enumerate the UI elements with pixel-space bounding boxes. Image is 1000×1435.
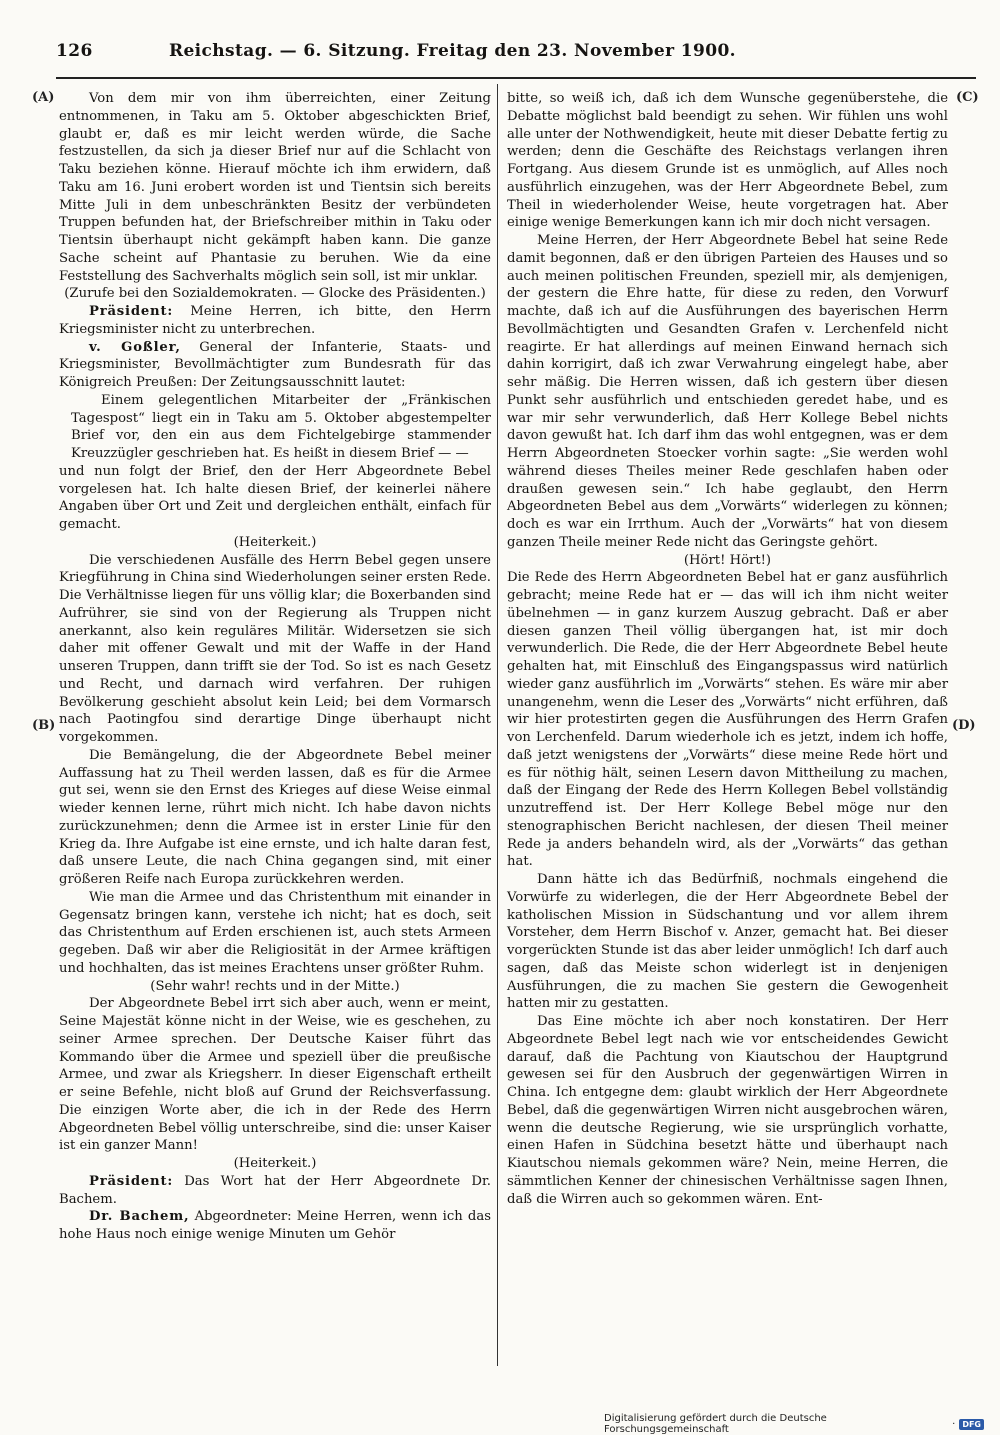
- margin-marker-c: (C): [956, 90, 979, 105]
- page-title: Reichstag. — 6. Sitzung. Freitag den 23. November 1900.: [168, 41, 736, 61]
- right-column: [507, 90, 948, 1208]
- paragraph: Die verschiedenen Ausfälle des Herrn Bebel gegen unsere Kriegführung in China sind Wiederholungen seiner ersten Rede. Die Verhältnisse liegen für uns völlig klar; die Boxerbanden sind Aufrührer, sie sind von der Regierung als Truppen nicht anerkannt, also kein reguläres Militär. Widersetzen sie sich daher mit offener Gewalt und mit der Waffe in der Hand unseren Truppen, dann trifft sie der Tod. So ist es nach Gesetz und Recht, und darnach wird verfahren. Der ruhigen Bevölkerung geschieht absolut kein Leid; bei dem Vormarsch nach Paotingfou sind derartige Dinge überhaupt nicht vorgekommen.: [59, 552, 491, 745]
- paragraph: und nun folgt der Brief, den der Herr Abgeordnete Bebel vorgelesen hat. Ich halte diesen Brief, der keinerlei nähere Angaben über Ort und Zeit und dergleichen enthält, einfach für gemacht.: [59, 463, 491, 532]
- speaker-name: Präsident:: [89, 1173, 174, 1189]
- paragraph: Dann hätte ich das Bedürfniß, nochmals eingehend die Vorwürfe zu widerlegen, die der Herr Abgeordnete Bebel der katholischen Mission in Südschantung und vor allem ihrem Vorsteher, dem Herrn Bischof v. Anzer, gemacht hat. Bei dieser vorgerückten Stunde ist das aber leider unmöglich! Ich darf auch sagen, daß das Meiste schon widerlegt ist in denjenigen Ausführungen, die zu machen Sie gestern die Gewogenheit hatten mir zu gestatten.: [507, 872, 948, 1012]
- speech-text: Abgeordneter: Meine Herren, wenn ich das hohe Haus noch einige wenige Minuten um Gehör: [59, 1209, 491, 1242]
- speaker-name: Präsident:: [89, 304, 174, 319]
- margin-marker-b: (B): [32, 718, 56, 733]
- speaker-name: Dr. Bachem,: [89, 1209, 190, 1225]
- footer-text: Digitalisierung gefördert durch die Deutsche Forschungsgemeinschaft: [604, 1413, 827, 1435]
- paragraph: Die Bemängelung, die der Abgeordnete Bebel meiner Auffassung hat zu Theil werden lassen, daß es für die Armee gut sei, wenn sie den Ernst des Krieges auf diese Weise einmal wieder kennen lerne, rührt mich nicht. Ich habe davon nichts zurückzunehmen; denn die Armee ist in erster Linie für den Krieg da. Ihre Aufgabe ist eine ernste, und ich halte daran fest, daß unsere Leute, die nach China gegangen sind, mit einer größeren Reife nach Europa zurückkehren werden.: [59, 747, 491, 887]
- paragraph: [59, 1173, 491, 1209]
- speech-text: Das Wort hat der Herr Abgeordnete Dr. Bachem.: [59, 1173, 491, 1207]
- stage-direction: (Sehr wahr! rechts und in der Mitte.): [150, 978, 400, 994]
- margin-marker-a: (A): [32, 90, 55, 105]
- paragraph: [59, 339, 491, 392]
- paragraph: bitte, so weiß ich, daß ich dem Wunsche gegenüberstehe, die Debatte möglichst bald beendigt zu sehen. Wir fühlen uns wohl alle unter der Nothwendigkeit, heute mit dieser Debatte fertig zu werden; denn die Geschäfte des Reichstags verlangen ihren Fortgang. Aus diesem Grunde ist es unmöglich, auf Alles noch ausführlich einzugehen, was der Herr Abgeordnete Bebel, zum Theil in wiederholender Weise, heute vorgetragen hat. Aber einige wenige Bemerkungen kann ich mir doch nicht versagen.: [507, 91, 948, 231]
- page-number: 126: [56, 41, 93, 61]
- stage-direction: (Zurufe bei den Sozialdemokraten. — Glocke des Präsidenten.): [64, 286, 486, 302]
- paragraph: Die Rede des Herrn Abgeordneten Bebel hat er ganz ausführlich gebracht; meine Rede hat er — das will ich ihm nicht weiter übelnehmen — in ganz kurzem Auszug gebracht. Daß er aber diesen ganzen Theil völlig übergangen hat, ist mir doch verwunderlich. Die Rede, die der Herr Abgeordnete Bebel heute gehalten hat, mit Einschluß des Eingangspassus wird natürlich wieder ganz ausführlich im „Vorwärts“ stehen. Es wäre mir aber unangenehm, wenn die Leser des „Vorwärts“ nicht erführen, daß wir hier protestirten gegen die Ausführungen des Herrn Grafen von Lerchenfeld. Darum wiederhole ich es jetzt, indem ich hoffe, daß jetzt wenigstens der „Vorwärts“ diese meine Rede hört und es für nöthig hält, seinen Lesern davon Mittheilung zu machen, daß der Eingang der Rede des Herrn Kollegen Bebel vollständig unzutreffend ist. Der Herr Kollege Bebel möge nur den stenographischen Bericht nachlesen, der diesen Theil meiner Rede ja anders behandeln wird, als der „Vorwärts“ das gethan hat.: [507, 570, 948, 870]
- speaker-name: v. Goßler,: [89, 339, 181, 355]
- paragraph: Der Abgeordnete Bebel irrt sich aber auch, wenn er meint, Seine Majestät könne nicht in der Weise, wie es geschehen, zu seiner Armee sprechen. Der Deutsche Kaiser führt das Kommando über die Armee und speziell über die preußische Armee, und zwar als Kriegsherr. In dieser Eigenschaft ertheilt er seine Befehle, nicht bloß auf Grund der Reichsverfassung. Die einzigen Worte aber, die ich in der Rede des Herrn Abgeordneten Bebel völlig unterschreibe, sind die: unser Kaiser ist ein ganzer Mann!: [59, 996, 491, 1154]
- footer-credit: [604, 1413, 984, 1435]
- dfg-logo: DFG: [959, 1419, 984, 1430]
- quoted-text: Einem gelegentlichen Mitarbeiter der „Fränkischen Tagespost“ liegt ein in Taku am 5. Oktober abgestempelter Brief vor, den ein aus dem Fichtelgebirge stammender Kreuzzügler geschrieben hat. Es heißt in diesem Brief — —: [71, 392, 491, 461]
- column-divider: [497, 84, 498, 1366]
- paragraph: [59, 303, 491, 339]
- speech-text: General der Infanterie, Staats- und Kriegsminister, Bevollmächtigter zum Bundesrath für das Königreich Preußen: Der Zeitungsausschnitt lautet:: [59, 339, 491, 390]
- running-header: [56, 41, 736, 69]
- paragraph: Wie man die Armee und das Christenthum mit einander in Gegensatz bringen kann, verstehe ich nicht; hat es doch, seit das Christenthum auf Erden erschienen ist, auch stets Armeen gegeben. Daß wir aber die Religiosität in der Armee kräftigen und hochhalten, das ist meines Erachtens unser größter Ruhm.: [59, 889, 491, 976]
- paragraph: Meine Herren, der Herr Abgeordnete Bebel hat seine Rede damit begonnen, daß er den übrigen Parteien des Hauses und so auch meinen politischen Freunden, speziell mir, als demjenigen, der gestern die Ehre hatte, für diese zu reden, den Vorwurf machte, daß ich auf die Ausführungen des bayerischen Herrn Bevollmächtigten und Gesandten Grafen v. Lerchenfeld nicht reagirte. Er hat allerdings auf meinen Einwand hernach sich dahin korrigirt, daß ich zwar Verwahrung eingelegt habe, aber sehr mäßig. Die Herren wissen, daß ich gestern über diesen Punkt sehr ausführlich und entschieden geredet habe, und es war mir sehr verwunderlich, daß Herr Kollege Bebel nichts davon gewußt hat. Ich darf ihm das wohl entgegnen, was er dem Herrn Abgeordneten Stoecker vorhin sagte: „Sie werden wohl während dieses Theiles meiner Rede geschlafen haben oder draußen gewesen sein.“ Ich habe geglaubt, den Herrn Abgeordneten Bebel aus dem „Vorwärts“ widerlegen zu können; doch es war ein Irrthum. Auch der „Vorwärts“ hat von diesem ganzen Theile meiner Rede nicht das Geringste gehört.: [507, 233, 948, 550]
- left-column: [59, 90, 491, 1244]
- header-rule: [56, 77, 976, 79]
- stage-direction: (Heiterkeit.): [233, 534, 317, 550]
- speech-text: Meine Herren, ich bitte, den Herrn Kriegsminister nicht zu unterbrechen.: [59, 304, 491, 337]
- stage-direction: (Heiterkeit.): [233, 1156, 317, 1171]
- margin-marker-d: (D): [952, 718, 976, 733]
- paragraph: [59, 1208, 491, 1244]
- paragraph: Von dem mir von ihm überreichten, einer Zeitung entnommenen, in Taku am 5. Oktober abgeschickten Brief, glaubt er, daß es mir leicht werden würde, die Sache festzustellen, da sich ja dieser Brief nur auf die Schlacht von Taku beziehen könne. Hierauf möchte ich ihm erwidern, daß Taku am 16. Juni erobert worden ist und Tientsin sich bereits Mitte Juli in dem unbeschränkten Besitz der verbündeten Truppen befunden hat, der Briefschreiber mithin in Taku oder Tientsin überhaupt nicht gekämpft haben kann. Die ganze Sache scheint auf Phantasie zu beruhen. Wie da eine Feststellung des Sachverhalts möglich sein soll, ist mir unklar.: [59, 91, 491, 284]
- footer-separator: ·: [952, 1418, 956, 1430]
- stage-direction: (Hört! Hört!): [683, 552, 772, 568]
- paragraph: Das Eine möchte ich aber noch konstatiren. Der Herr Abgeordnete Bebel legt nach wie vor entscheidendes Gewicht darauf, daß die Pachtung von Kiautschou der Hauptgrund gewesen sei für den Ausbruch der gegenwärtigen Wirren in China. Ich entgegne dem: glaubt wirklich der Herr Abgeordnete Bebel, daß die gegenwärtigen Wirren nicht ausgebrochen wären, wenn die deutsche Regierung, wie sie ursprünglich vorhatte, einen Hafen in Südchina besetzt hätte und überhaupt nach Kiautschou niemals gekommen wäre? Nein, meine Herren, die sämmtlichen Kenner der chinesischen Verhältnisse sagen Ihnen, daß die Wirren auch so gekommen wären. Ent-: [507, 1014, 948, 1207]
